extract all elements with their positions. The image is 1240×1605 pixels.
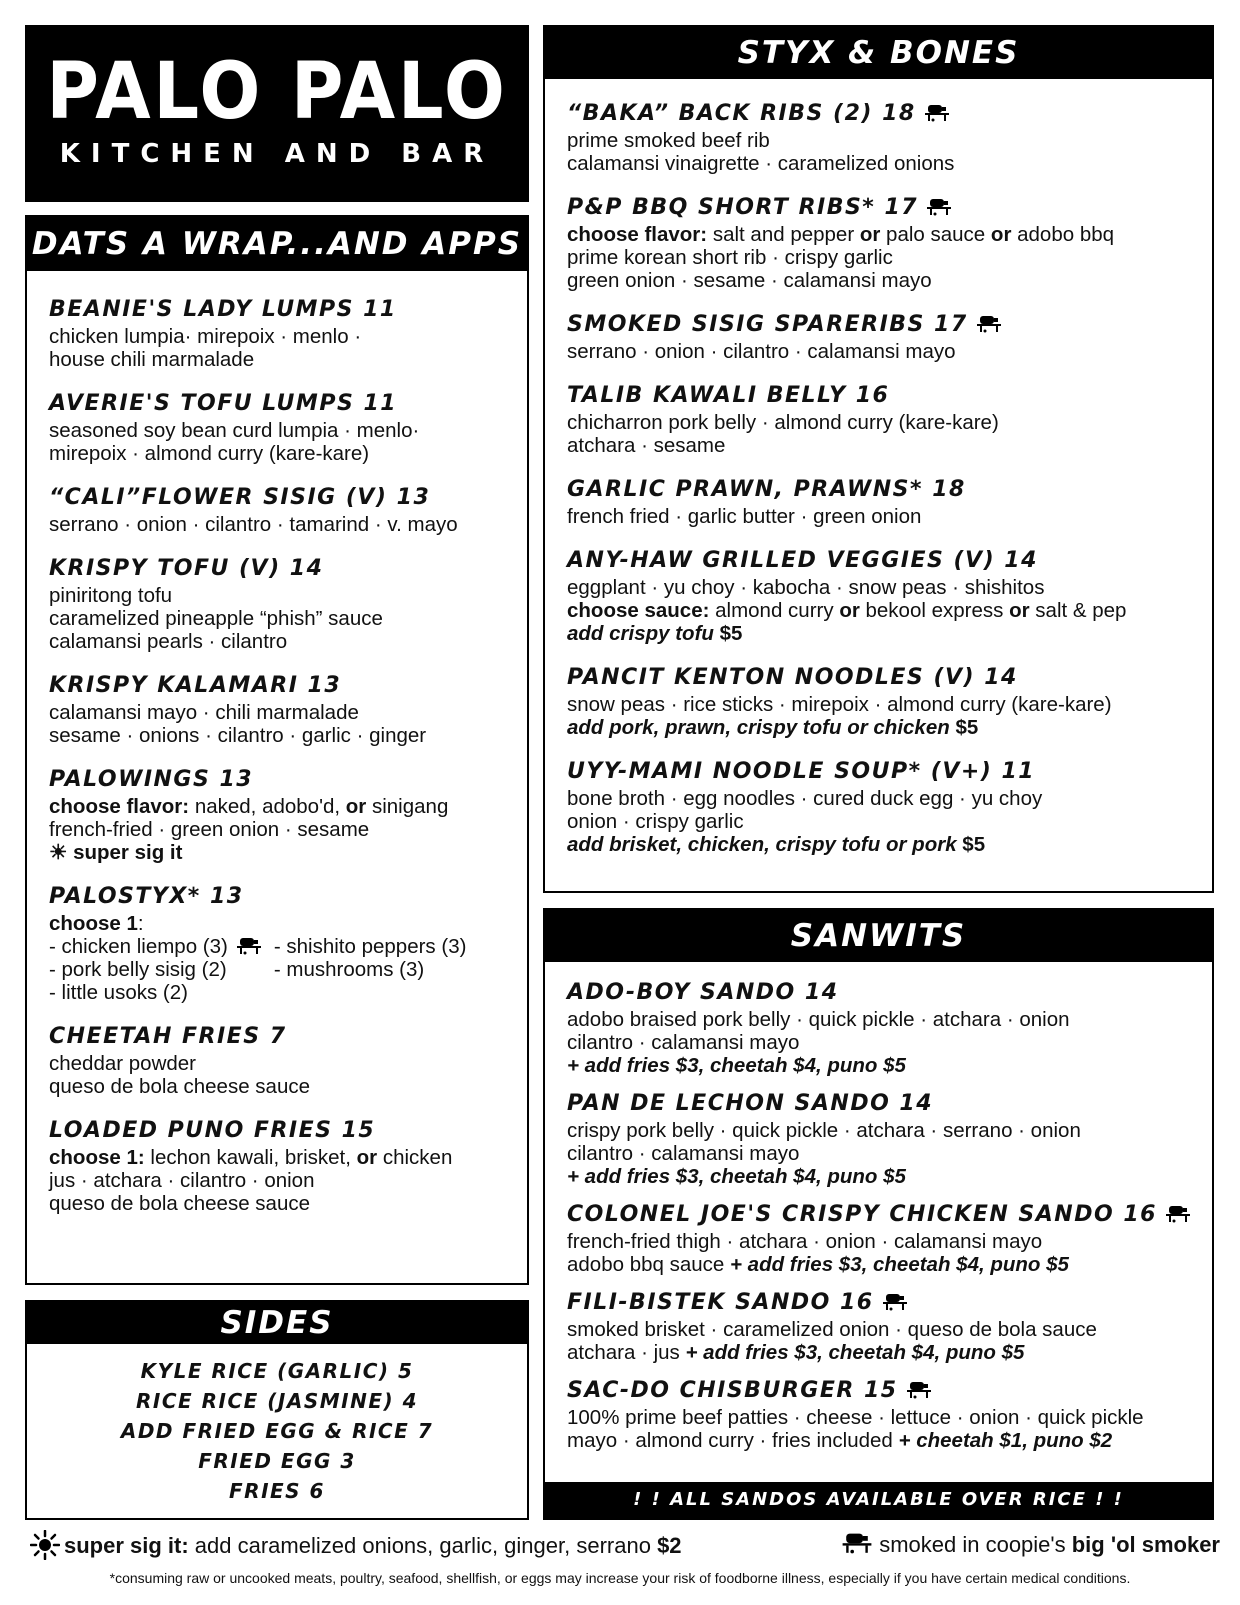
smoker-icon — [841, 1530, 873, 1554]
desc-text: mayo · almond curry · fries included — [567, 1429, 899, 1452]
addon-text: add brisket, chicken, crispy tofu or pork — [567, 833, 957, 856]
menu-item — [567, 546, 1190, 645]
item-name: BEANIE'S LADY LUMPS 11 — [49, 297, 397, 322]
item-desc: cilantro · calamansi mayo — [567, 1142, 800, 1165]
sandos-over-rice-banner: ! ! ALL SANDOS AVAILABLE OVER RICE ! ! — [545, 1482, 1212, 1518]
smoker-icon — [926, 196, 952, 216]
item-name-text: “BAKA” BACK RIBS (2) 18 — [567, 101, 916, 126]
choice-item: - mushrooms (3) — [273, 958, 425, 981]
sig-price: $2 — [657, 1533, 682, 1558]
item-name-text: P&P BBQ SHORT RIBS* 17 — [567, 195, 919, 220]
addon-text: + add fries $3, cheetah $4, puno $5 — [730, 1253, 1069, 1276]
menu-item — [567, 978, 1190, 1077]
item-name: KRISPY KALAMARI 13 — [49, 673, 342, 698]
item-desc: serrano · onion · cilantro · calamansi mayo — [567, 340, 956, 363]
menu-item — [567, 1376, 1190, 1452]
choice-list — [49, 935, 505, 1004]
item-name: PAN DE LECHON SANDO 14 — [567, 1091, 934, 1116]
addon-text: + add fries $3, cheetah $4, puno $5 — [685, 1341, 1025, 1364]
menu-item — [567, 99, 1190, 175]
item-desc: chicharron pork belly · almond curry (kare-kare) — [567, 411, 999, 434]
sanwits-heading: SANWITS — [545, 910, 1212, 962]
menu-item — [49, 882, 505, 1004]
item-desc: calamansi pearls · cilantro — [49, 630, 288, 653]
super-sig-note: ☀ super sig it — [49, 841, 183, 864]
item-desc — [567, 223, 1190, 246]
addon-price: $5 — [713, 622, 743, 645]
desc-text: sinigang — [366, 795, 449, 818]
item-desc — [567, 599, 1190, 622]
item-desc — [567, 622, 1190, 645]
menu-item — [49, 671, 505, 747]
item-name: PALOSTYX* 13 — [49, 884, 244, 909]
item-name — [567, 99, 1190, 129]
menu-item — [49, 554, 505, 653]
addon-price: $5 — [956, 833, 986, 856]
item-desc: prime korean short rib · crispy garlic — [567, 246, 893, 269]
item-name: “CALI”FLOWER SISIG (V) 13 — [49, 485, 431, 510]
item-desc: chicken lumpia· mirepoix · menlo · — [49, 325, 362, 348]
item-name: ADO-BOY SANDO 14 — [567, 980, 839, 1005]
apps-section — [25, 215, 529, 1285]
item-desc: sesame · onions · cilantro · garlic · ginger — [49, 724, 427, 747]
item-desc: onion · crispy garlic — [567, 810, 744, 833]
item-desc: piniritong tofu — [49, 584, 173, 607]
item-name — [567, 1376, 1190, 1406]
sides-list — [27, 1344, 527, 1506]
smoker-icon — [906, 1379, 932, 1399]
menu-item — [49, 1022, 505, 1098]
sides-section — [25, 1300, 529, 1520]
menu-item — [49, 483, 505, 536]
or-text: or — [1009, 599, 1030, 622]
menu-item — [567, 1200, 1190, 1276]
sanwits-section — [543, 908, 1214, 1520]
item-desc: adobo braised pork belly · quick pickle · atchara · onion — [567, 1008, 1070, 1031]
item-desc: serrano · onion · cilantro · tamarind · v. mayo — [49, 513, 458, 536]
choose-label: choose 1 — [49, 912, 138, 935]
item-desc: queso de bola cheese sauce — [49, 1192, 311, 1215]
desc-text: : — [137, 912, 144, 935]
item-name: AVERIE'S TOFU LUMPS 11 — [49, 391, 398, 416]
choice-item: - pork belly sisig (2) — [49, 958, 227, 981]
or-text: or — [839, 599, 860, 622]
item-name: PANCIT KENTON NOODLES (V) 14 — [567, 665, 1018, 690]
menu-item — [567, 310, 1190, 363]
item-name: PALOWINGS 13 — [49, 767, 254, 792]
item-desc: prime smoked beef rib — [567, 129, 770, 152]
item-name: UYY-MAMI NOODLE SOUP* (V+) 11 — [567, 759, 1036, 784]
item-name — [567, 1200, 1190, 1230]
addon-text: add crispy tofu — [567, 622, 714, 645]
addon-text: + add fries $3, cheetah $4, puno $5 — [567, 1054, 906, 1077]
item-desc — [567, 1429, 1190, 1452]
item-desc: mirepoix · almond curry (kare-kare) — [49, 442, 370, 465]
choice-item: - shishito peppers (3) — [273, 935, 467, 958]
item-desc: french-fried · green onion · sesame — [49, 818, 370, 841]
item-desc: house chili marmalade — [49, 348, 255, 371]
desc-text: salt and pepper — [707, 223, 860, 246]
styx-heading: STYX & BONES — [545, 27, 1212, 79]
item-name-text: FILI-BISTEK SANDO 16 — [567, 1290, 874, 1315]
menu-item — [567, 757, 1190, 856]
item-desc: green onion · sesame · calamansi mayo — [567, 269, 932, 292]
menu-item — [49, 1116, 505, 1215]
or-text: or — [345, 795, 367, 818]
desc-text: bekool express — [859, 599, 1010, 622]
item-desc: snow peas · rice sticks · mirepoix · almond curry (kare-kare) — [567, 693, 1112, 716]
desc-text: palo sauce — [880, 223, 991, 246]
menu-item — [567, 663, 1190, 739]
or-text: or — [356, 1146, 378, 1169]
or-text: or — [990, 223, 1012, 246]
item-desc — [49, 795, 505, 818]
desc-text: adobo bbq sauce — [567, 1253, 730, 1276]
item-name: KRISPY TOFU (V) 14 — [49, 556, 324, 581]
logo — [25, 25, 529, 202]
choice-item — [49, 935, 262, 958]
desc-text: almond curry — [709, 599, 840, 622]
sig-label: super sig it: — [64, 1533, 189, 1558]
smoker-icon — [976, 313, 1002, 333]
item-desc — [567, 716, 1190, 739]
desc-text: atchara · jus — [567, 1341, 686, 1364]
menu-item — [49, 765, 505, 864]
item-name: LOADED PUNO FRIES 15 — [49, 1118, 376, 1143]
menu-item — [567, 381, 1190, 457]
item-desc: crispy pork belly · quick pickle · atchara · serrano · onion — [567, 1119, 1081, 1142]
item-desc: atchara · sesame — [567, 434, 726, 457]
choose-label: choose 1: — [49, 1146, 145, 1169]
sides-heading: SIDES — [27, 1302, 527, 1344]
menu-item — [567, 1288, 1190, 1364]
side-item: KYLE RICE (GARLIC) 5 — [140, 1359, 414, 1383]
addon-text: add pork, prawn, crispy tofu or chicken — [567, 716, 950, 739]
item-desc — [567, 1341, 1190, 1364]
desc-text: chicken — [377, 1146, 453, 1169]
item-desc: queso de bola cheese sauce — [49, 1075, 311, 1098]
menu-item — [49, 295, 505, 371]
item-desc — [49, 1146, 505, 1169]
item-desc — [567, 1253, 1190, 1276]
menu-item — [567, 193, 1190, 292]
smoker-bold: big 'ol smoker — [1071, 1532, 1220, 1557]
styx-section — [543, 25, 1214, 893]
item-desc: french-fried thigh · atchara · onion · calamansi mayo — [567, 1230, 1043, 1253]
item-name: GARLIC PRAWN, PRAWNS* 18 — [567, 477, 966, 502]
item-desc: french fried · garlic butter · green onion — [567, 505, 922, 528]
desc-text: naked, adobo'd, — [189, 795, 346, 818]
smoker-icon — [236, 935, 262, 955]
menu-item — [49, 389, 505, 465]
item-desc: seasoned soy bean curd lumpia · menlo· — [49, 419, 420, 442]
item-name-text: SAC-DO CHISBURGER 15 — [567, 1378, 898, 1403]
item-desc: cheddar powder — [49, 1052, 197, 1075]
addon-price: $5 — [949, 716, 979, 739]
logo-title: PALO PALO — [46, 47, 508, 137]
item-desc: jus · atchara · cilantro · onion — [49, 1169, 315, 1192]
item-desc: eggplant · yu choy · kabocha · snow peas · shishitos — [567, 576, 1045, 599]
item-name — [567, 1288, 1190, 1318]
item-desc — [49, 912, 505, 935]
item-desc: calamansi mayo · chili marmalade — [49, 701, 359, 724]
sun-icon — [30, 1530, 60, 1560]
item-desc: smoked brisket · caramelized onion · queso de bola sauce — [567, 1318, 1097, 1341]
apps-heading: DATS A WRAP...AND APPS — [27, 217, 527, 271]
item-desc: calamansi vinaigrette · caramelized onions — [567, 152, 955, 175]
smoker-icon — [924, 102, 950, 122]
choice-text: - chicken liempo (3) — [49, 935, 228, 958]
item-desc: caramelized pineapple “phish” sauce — [49, 607, 383, 630]
side-item: ADD FRIED EGG & RICE 7 — [120, 1419, 434, 1443]
menu-item — [567, 1089, 1190, 1188]
desc-text: lechon kawali, brisket, — [144, 1146, 357, 1169]
super-sig-legend — [30, 1530, 682, 1560]
sig-text: add caramelized onions, garlic, ginger, serrano — [188, 1533, 658, 1558]
smoker-icon — [1165, 1203, 1191, 1223]
logo-subtitle: KITCHEN AND BAR — [59, 139, 495, 169]
choose-label: choose flavor: — [567, 223, 708, 246]
addon-text: + add fries $3, cheetah $4, puno $5 — [567, 1165, 906, 1188]
item-name — [567, 310, 1190, 340]
choose-label: choose flavor: — [49, 795, 190, 818]
item-desc: bone broth · egg noodles · cured duck egg · yu choy — [567, 787, 1043, 810]
menu-item — [567, 475, 1190, 528]
side-item: FRIES 6 — [229, 1479, 325, 1503]
side-item: RICE RICE (JASMINE) 4 — [135, 1389, 419, 1413]
choice-item: - little usoks (2) — [49, 981, 188, 1004]
item-name-text: SMOKED SISIG SPARERIBS 17 — [567, 312, 968, 337]
addon-text: + cheetah $1, puno $2 — [898, 1429, 1113, 1452]
disclaimer: *consuming raw or uncooked meats, poultry, seafood, shellfish, or eggs may increase your risk of foodborne illness, especially if you have certain medical conditions. — [109, 1570, 1131, 1586]
choose-label: choose sauce: — [567, 599, 710, 622]
item-name-text: COLONEL JOE'S CRISPY CHICKEN SANDO 16 — [567, 1202, 1157, 1227]
desc-text: adobo bbq — [1011, 223, 1115, 246]
item-desc — [567, 833, 1190, 856]
smoker-icon — [882, 1291, 908, 1311]
item-name: ANY-HAW GRILLED VEGGIES (V) 14 — [567, 548, 1038, 573]
desc-text: salt & pep — [1029, 599, 1127, 622]
smoker-text: smoked in coopie's — [873, 1532, 1072, 1557]
item-name — [567, 193, 1190, 223]
item-desc: 100% prime beef patties · cheese · lettuce · onion · quick pickle — [567, 1406, 1144, 1429]
item-desc: cilantro · calamansi mayo — [567, 1031, 800, 1054]
item-name: CHEETAH FRIES 7 — [49, 1024, 287, 1049]
footer — [30, 1530, 1220, 1560]
side-item: FRIED EGG 3 — [198, 1449, 356, 1473]
item-name: TALIB KAWALI BELLY 16 — [567, 383, 890, 408]
smoker-legend — [833, 1530, 1220, 1560]
or-text: or — [859, 223, 881, 246]
